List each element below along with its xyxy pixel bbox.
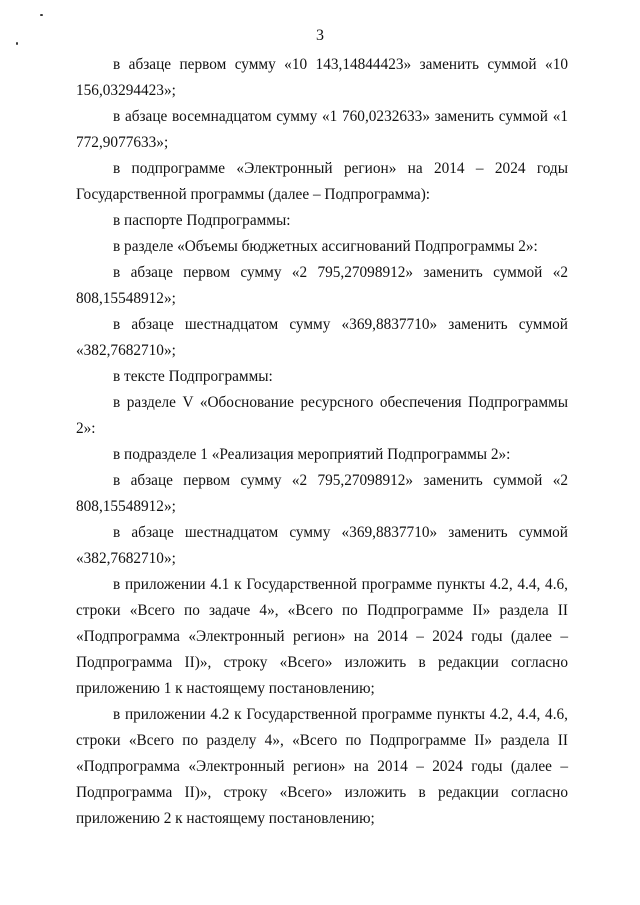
- scan-speck: [40, 14, 43, 16]
- page-number: 3: [316, 27, 324, 44]
- paragraph: в разделе V «Обоснование ресурсного обеспечения Подпрограммы 2»:: [76, 394, 568, 437]
- paragraph: в тексте Подпрограммы:: [113, 368, 273, 385]
- paragraph: в абзаце первом сумму «10 143,14844423» заменить суммой «10 156,03294423»;: [76, 56, 568, 99]
- paragraph: в абзаце первом сумму «2 795,27098912» заменить суммой «2 808,15548912»;: [76, 472, 568, 515]
- paragraph: в абзаце восемнадцатом сумму «1 760,0232633» заменить суммой «1 772,9077633»;: [76, 108, 568, 151]
- paragraph: в паспорте Подпрограммы:: [113, 212, 291, 229]
- paragraph: в абзаце шестнадцатом сумму «369,8837710» заменить суммой «382,7682710»;: [76, 316, 568, 359]
- document-body: [76, 52, 568, 832]
- paragraph: в подпрограмме «Электронный регион» на 2014 – 2024 годы Государственной программы (далее – Подпрограмма):: [76, 160, 568, 203]
- paragraph: в приложении 4.1 к Государственной программе пункты 4.2, 4.4, 4.6, строки «Всего по задаче 4», «Всего по Подпрограмме II» раздела II «Подпрограмма «Электронный регион» на 2014 – 2024 годы (далее – Подпрограмма II)», строку «Всего» изложить в редакции согласно приложению 1 к настоящему постановлению;: [76, 576, 568, 697]
- paragraph: в подразделе 1 «Реализация мероприятий Подпрограммы 2»:: [113, 446, 511, 463]
- paragraph: в абзаце первом сумму «2 795,27098912» заменить суммой «2 808,15548912»;: [76, 264, 568, 307]
- paragraph: в абзаце шестнадцатом сумму «369,8837710» заменить суммой «382,7682710»;: [76, 524, 568, 567]
- scan-speck: [16, 42, 18, 45]
- paragraph: в разделе «Объемы бюджетных ассигнований Подпрограммы 2»:: [113, 238, 538, 255]
- paragraph: в приложении 4.2 к Государственной программе пункты 4.2, 4.4, 4.6, строки «Всего по разделу 4», «Всего по Подпрограмме II» раздела II «Подпрограмма «Электронный регион» на 2014 – 2024 годы (далее – Подпрограмма II)», строку «Всего» изложить в редакции согласно приложению 2 к настоящему постановлению;: [76, 706, 568, 827]
